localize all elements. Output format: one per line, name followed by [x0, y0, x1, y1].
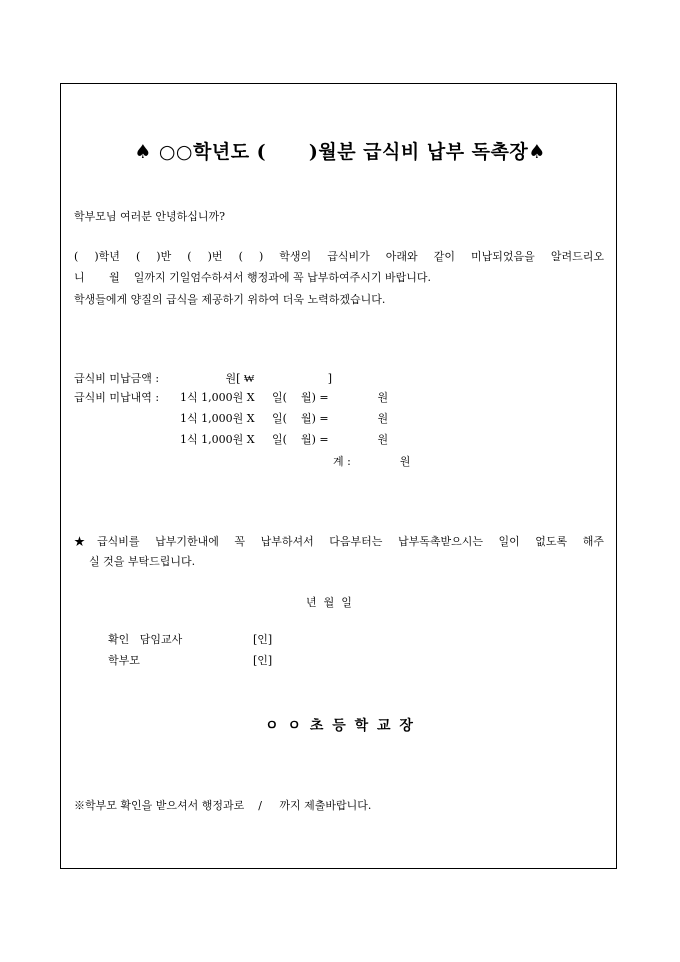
footer-note: ※학부모 확인을 받으셔서 행정과로 / 까지 제출바랍니다. [74, 799, 372, 812]
unpaid-details-label: 급식비 미납내역 : [74, 391, 160, 404]
detail-line-1: 1식 1,000원 X 일( 월) = 원 [180, 391, 389, 404]
confirm-teacher-seal: [인] [253, 633, 273, 646]
notice-line-2: 실 것을 부탁드립니다. [89, 555, 196, 568]
detail-line-3: 1식 1,000원 X 일( 월) = 원 [180, 433, 389, 446]
parent-seal: [인] [253, 654, 273, 667]
greeting: 학부모님 여러분 안녕하십니까? [74, 210, 226, 223]
notice-line-1: ★급식비를 납부기한내에 꼭 납부하셔서 다음부터는 납부독촉받으시는 일이 없도록 해주 [74, 535, 604, 548]
total-line: 계 : 원 [333, 455, 411, 468]
parent-label: 학부모 [108, 654, 140, 667]
date-line: 년 월 일 [306, 596, 352, 609]
school-principal: ㅇ ㅇ 초 등 학 교 장 [265, 718, 415, 734]
unpaid-amount: 급식비 미납금액 : 원[ ₩ ] [74, 372, 333, 385]
document-title: ♠ ○○학년도 ( )월분 급식비 납부 독촉장♠ [134, 141, 546, 163]
body-line-2: 니 월 일까지 기일엄수하셔서 행정과에 꼭 납부하여주시기 바랍니다. [74, 271, 431, 284]
body-line-3: 학생들에게 양질의 급식을 제공하기 위하여 더욱 노력하겠습니다. [74, 293, 386, 306]
detail-line-2: 1식 1,000원 X 일( 월) = 원 [180, 412, 389, 425]
document-frame [60, 83, 617, 869]
confirm-teacher-label: 확인 담임교사 [108, 633, 183, 646]
body-line-1: ( )학년 ( )반 ( )번 ( ) 학생의 급식비가 아래와 같이 미납되었음을 알려드리오 [74, 250, 604, 263]
